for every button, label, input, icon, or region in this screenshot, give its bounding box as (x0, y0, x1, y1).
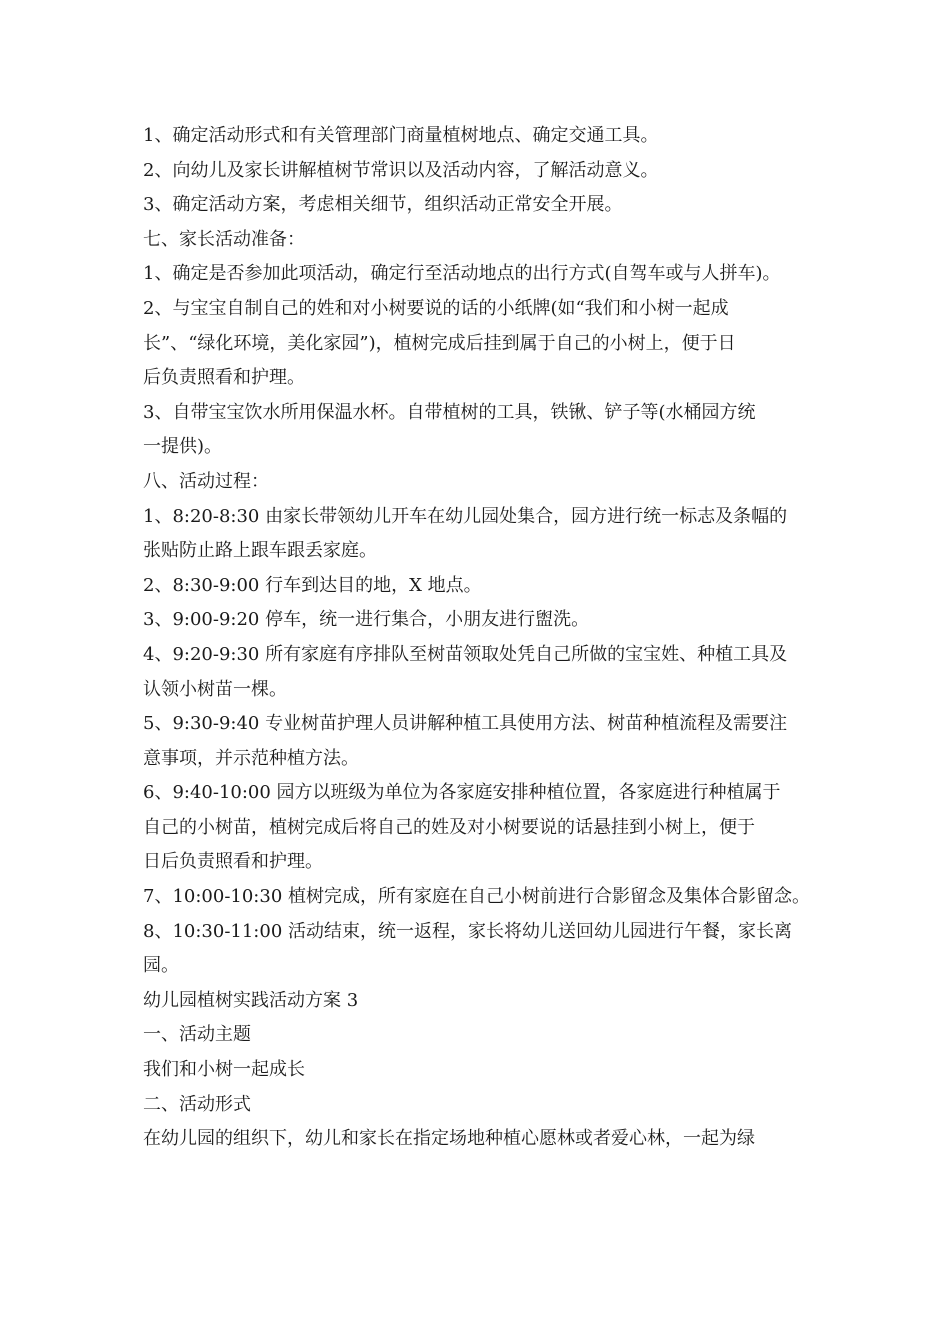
document-body (143, 119, 823, 1157)
text-line: 后负责照看和护理。 (143, 367, 305, 389)
text-line: 园。 (143, 955, 179, 977)
text-line: 认领小树苗一棵。 (143, 678, 287, 700)
section-heading: 八、活动过程： (143, 470, 269, 492)
text-line: 3、确定活动方案，考虑相关细节，组织活动正常安全开展。 (143, 194, 623, 216)
text-line: 自己的小树苗，植树完成后将自己的姓及对小树要说的话悬挂到小树上，便于 (143, 816, 755, 838)
section-heading: 一、活动主题 (143, 1024, 251, 1046)
text-line: 4、9:20-9:30 所有家庭有序排队至树苗领取处凭自己所做的宝宝姓、种植工具及 (143, 643, 788, 665)
text-line: 3、9:00-9:20 停车，统一进行集合，小朋友进行盥洗。 (143, 609, 590, 631)
text-line: 1、8:20-8:30 由家长带领幼儿开车在幼儿园处集合，园方进行统一标志及条幅的 (143, 505, 788, 527)
text-line: 2、与宝宝自制自己的姓和对小树要说的话的小纸牌(如“我们和小树一起成 (143, 297, 729, 319)
text-line: 5、9:30-9:40 专业树苗护理人员讲解种植工具使用方法、树苗种植流程及需要注 (143, 713, 788, 735)
text-line: 一提供)。 (143, 436, 223, 458)
text-line: 张贴防止路上跟车跟丢家庭。 (143, 540, 377, 562)
text-line: 日后负责照看和护理。 (143, 851, 323, 873)
text-line: 7、10:00-10:30 植树完成，所有家庭在自己小树前进行合影留念及集体合影留念。 (143, 886, 810, 908)
document-subtitle: 幼儿园植树实践活动方案 3 (143, 989, 359, 1011)
text-line: 6、9:40-10:00 园方以班级为单位为各家庭安排种植位置，各家庭进行种植属于 (143, 782, 781, 804)
text-line: 1、确定活动形式和有关管理部门商量植树地点、确定交通工具。 (143, 125, 659, 146)
text-line: 8、10:30-11:00 活动结束，统一返程，家长将幼儿送回幼儿园进行午餐，家长离 (143, 920, 792, 942)
text-line: 意事项，并示范种植方法。 (143, 747, 359, 769)
section-heading: 七、家长活动准备： (143, 228, 305, 250)
section-heading: 二、活动形式 (143, 1093, 251, 1115)
text-line: 1、确定是否参加此项活动，确定行至活动地点的出行方式(自驾车或与人拼车)。 (143, 263, 781, 285)
text-line: 长”、“绿化环境，美化家园”)，植树完成后挂到属于自己的小树上，便于日 (143, 332, 736, 354)
text-line: 2、向幼儿及家长讲解植树节常识以及活动内容，了解活动意义。 (143, 159, 659, 181)
text-line: 我们和小树一起成长 (143, 1059, 305, 1081)
text-line: 2、8:30-9:00 行车到达目的地，X 地点。 (143, 574, 482, 596)
text-line: 在幼儿园的组织下，幼儿和家长在指定场地种植心愿林或者爱心林，一起为绿 (143, 1128, 755, 1150)
text-line: 3、自带宝宝饮水所用保温水杯。自带植树的工具，铁锹、铲子等(水桶园方统 (143, 401, 756, 423)
